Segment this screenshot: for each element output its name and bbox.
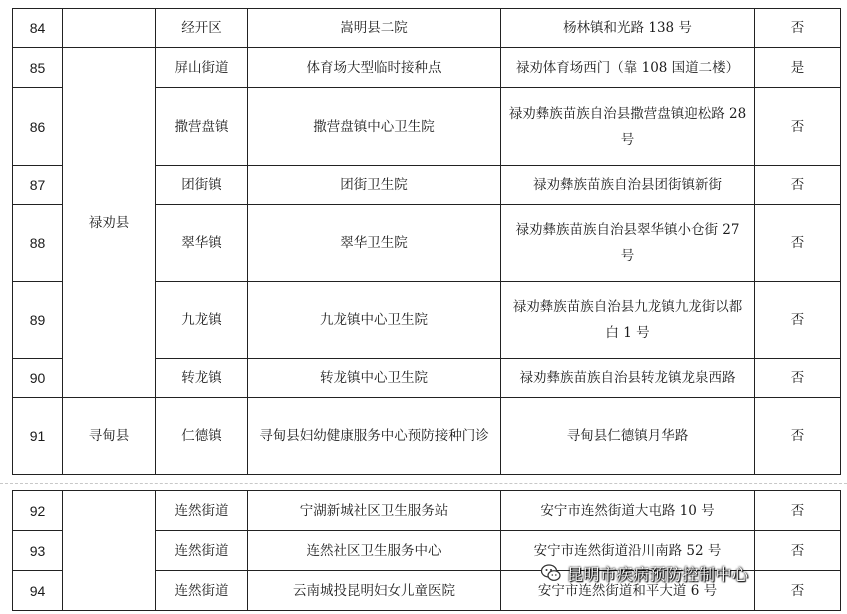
flag-cell: 否	[755, 166, 841, 205]
site-cell: 宁湖新城社区卫生服务站	[248, 491, 501, 531]
address-cell: 安宁市连然街道大屯路 10 号	[501, 491, 755, 531]
address-cell: 禄劝体育场西门（靠 108 国道二楼）	[501, 48, 755, 88]
address-cell: 禄劝彝族苗族自治县撒营盘镇迎松路 28 号	[501, 88, 755, 166]
street-cell: 屏山街道	[156, 48, 248, 88]
site-cell: 嵩明县二院	[248, 9, 501, 48]
row-number: 89	[13, 282, 63, 359]
flag-cell: 是	[755, 48, 841, 88]
street-cell: 经开区	[156, 9, 248, 48]
vaccination-sites-table	[12, 8, 841, 475]
row-number: 86	[13, 88, 63, 166]
flag-cell: 否	[755, 571, 841, 611]
table-row	[13, 398, 841, 475]
row-number: 91	[13, 398, 63, 475]
county-cell: 禄劝县	[63, 48, 156, 398]
row-number: 92	[13, 491, 63, 531]
street-cell: 仁德镇	[156, 398, 248, 475]
row-number: 93	[13, 531, 63, 571]
row-number: 84	[13, 9, 63, 48]
page-break-line	[0, 483, 847, 484]
table-row	[13, 9, 841, 48]
table-row	[13, 48, 841, 88]
street-cell: 团街镇	[156, 166, 248, 205]
site-cell: 团街卫生院	[248, 166, 501, 205]
street-cell: 翠华镇	[156, 205, 248, 282]
address-cell: 禄劝彝族苗族自治县九龙镇九龙街以都白 1 号	[501, 282, 755, 359]
flag-cell: 否	[755, 491, 841, 531]
county-cell	[63, 9, 156, 48]
site-cell: 体育场大型临时接种点	[248, 48, 501, 88]
address-cell: 禄劝彝族苗族自治县翠华镇小仓街 27 号	[501, 205, 755, 282]
vaccination-sites-table-continued	[12, 490, 841, 611]
watermark	[540, 561, 749, 585]
flag-cell: 否	[755, 398, 841, 475]
row-number: 87	[13, 166, 63, 205]
row-number: 94	[13, 571, 63, 611]
site-cell: 连然社区卫生服务中心	[248, 531, 501, 571]
flag-cell: 否	[755, 88, 841, 166]
street-cell: 连然街道	[156, 531, 248, 571]
address-cell: 禄劝彝族苗族自治县团街镇新街	[501, 166, 755, 205]
street-cell: 连然街道	[156, 491, 248, 531]
watermark-text: 昆明市疾病预防控制中心	[567, 564, 749, 584]
site-cell: 云南城投昆明妇女儿童医院	[248, 571, 501, 611]
site-cell: 九龙镇中心卫生院	[248, 282, 501, 359]
table-row	[13, 491, 841, 531]
wechat-icon	[540, 562, 562, 584]
address-cell: 寻甸县仁德镇月华路	[501, 398, 755, 475]
flag-cell: 否	[755, 282, 841, 359]
site-cell: 转龙镇中心卫生院	[248, 359, 501, 398]
county-cell	[63, 491, 156, 611]
flag-cell: 否	[755, 9, 841, 48]
row-number: 90	[13, 359, 63, 398]
flag-cell: 否	[755, 531, 841, 571]
street-cell: 撒营盘镇	[156, 88, 248, 166]
county-cell: 寻甸县	[63, 398, 156, 475]
site-cell: 寻甸县妇幼健康服务中心预防接种门诊	[248, 398, 501, 475]
address-cell: 安宁市连然街道和平大道 6 号	[501, 571, 755, 611]
address-cell: 杨林镇和光路 138 号	[501, 9, 755, 48]
row-number: 85	[13, 48, 63, 88]
flag-cell: 否	[755, 205, 841, 282]
address-cell: 禄劝彝族苗族自治县转龙镇龙泉西路	[501, 359, 755, 398]
street-cell: 连然街道	[156, 571, 248, 611]
street-cell: 九龙镇	[156, 282, 248, 359]
flag-cell: 否	[755, 359, 841, 398]
address-cell: 安宁市连然街道沿川南路 52 号	[501, 531, 755, 571]
site-cell: 撒营盘镇中心卫生院	[248, 88, 501, 166]
site-cell: 翠华卫生院	[248, 205, 501, 282]
street-cell: 转龙镇	[156, 359, 248, 398]
row-number: 88	[13, 205, 63, 282]
